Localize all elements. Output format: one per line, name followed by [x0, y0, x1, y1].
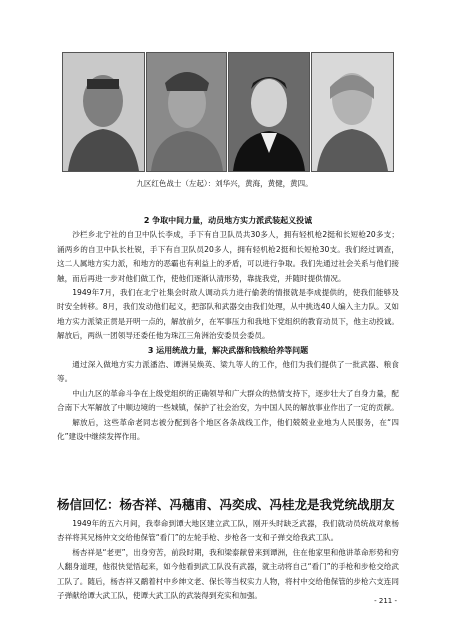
section-heading-3: 3 运用统战力量，解决武器和钱粮给养等问题 — [147, 345, 309, 355]
paragraph: 杨杏祥是“老更”，出身穷苦，前段时期，我和梁泰献曾来到谭洲，住在他家里和他讲革命形势和穷人翻身道理，他很快觉悟起来，如今他看到武工队没有武器，就主动将自己“看门”的手枪和步枪交给武工队了。随后，杨杏祥又鹬着村中乡绅文老、保长等当权实力人物，将村中交给他保管的步枪六支连同子弹献给谭大武工队，使谭大武工队的武装得到充实和加强。 — [57, 547, 399, 601]
article-title: 杨信回忆：杨杏祥、冯穗甫、冯奕成、冯桂龙是我党统战朋友 — [57, 497, 395, 512]
photo-caption: 九区红色战士（左起）：刘华兴，黄海，黄健，黄四。 — [136, 179, 313, 188]
paragraph: 中山九区的革命斗争在上级党组织的正确领导和广大群众的热情支持下，逐步壮大了自身力量，配合南下大军解放了中顺边境的一些城镇，保护了社会治安，为中国人民的解放事业作出了一定的贡献。 — [57, 388, 399, 413]
paragraph: 通过深入做地方实力派潘浩、谭洲吴焕英、梁九等人的工作，他们为我们提供了一批武器、粮食等。 — [57, 360, 399, 384]
section-heading-2: 2 争取中间力量，动员地方实力派武装起义投诚 — [143, 216, 313, 225]
liu-huaxing-photo — [62, 52, 145, 172]
paragraph: 1949年7月，我们在北宁社集会时敌人调动兵力进行偷袭的情报就是李成提供的，使我们能够及时安全转移。8月，我们发动他们起义，把部队和武器交由我们处理，从中挑选40人编入主力队。又如地方实力派梁正贯是开明一点的，解放前夕，在军事压力和我地下党组织的教育动员下，他主动投诚。解放后，两纵一团领导还委任他为珠江三角洲治安委员会委员。 — [57, 288, 399, 341]
paragraph: 沙栏乡北宁社的自卫中队长李成，手下有自卫队员共30多人，拥有轻机枪2挺和长短枪20多支；涌两乡的自卫中队长杜锐，手下有自卫队员20多人，拥有轻机枪2挺和长短枪30支。我们经过调查，这二人属地方实力派，和地方的恶霸也有利益上的矛盾，可以进行争取。我们先通过社会关系与他们接触，而后再进一步对他们做工作，使他们逐渐认清形势，靠拢我党，并随时提供情况。 — [57, 230, 399, 283]
paragraph: 1949年的五六月间，我奉命到谭大地区建立武工队，刚开头时缺乏武器，我们就动员统战对象杨杏祥将其兄杨仲文交给他保管“看门”的左轮手枪、步枪各一支和子弹交给我武工队。 — [57, 519, 399, 543]
huang-hai-photo — [146, 52, 227, 172]
section-body — [57, 214, 399, 445]
article-body — [57, 517, 399, 603]
huang-si-photo — [311, 52, 394, 172]
page-number: - 211 - — [374, 597, 397, 605]
huang-jian-photo — [228, 52, 310, 172]
paragraph: 解放后，这些革命老同志被分配到各个地区各条战线工作，他们兢兢业业地为人民服务，在“四化”建设中继续发挥作用。 — [57, 417, 399, 442]
photo-strip — [62, 52, 392, 176]
